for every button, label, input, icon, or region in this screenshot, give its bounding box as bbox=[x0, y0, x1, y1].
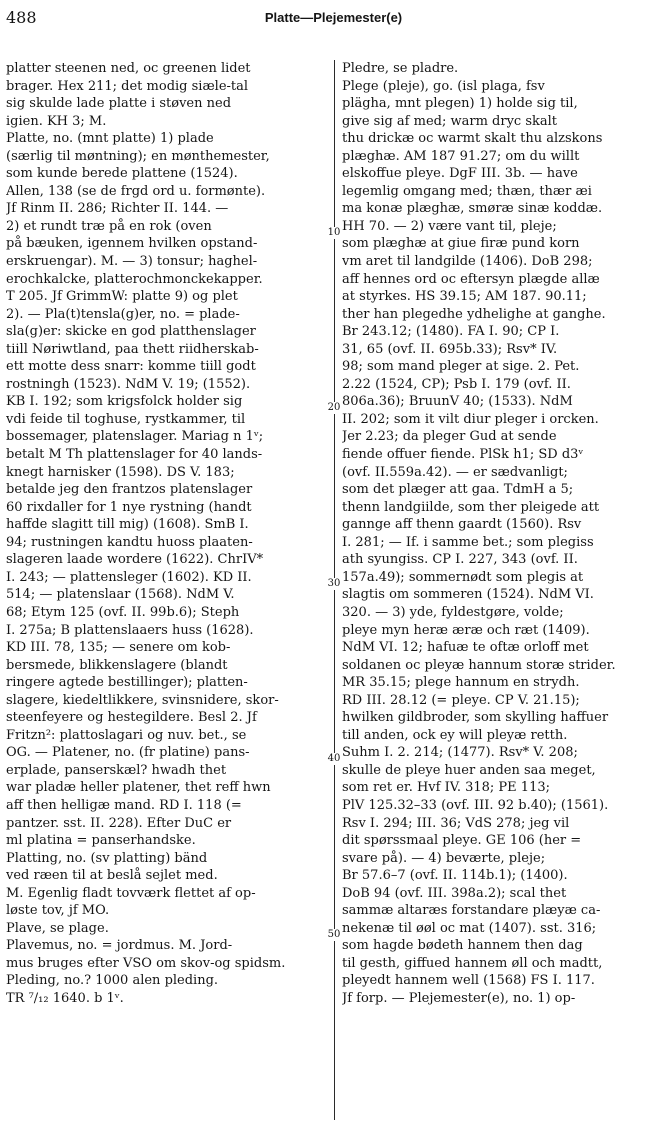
left-column-line: I. 243; — plattensleger (1602). KD II. bbox=[6, 569, 252, 585]
right-column-line: dit spørssmaal pleye. GE 106 (her = bbox=[342, 833, 582, 849]
right-column-line: som plæghæ at giue firæ pund korn bbox=[342, 236, 580, 252]
right-column-line: Pledre, se pladre. bbox=[342, 61, 459, 76]
right-column-line: 157a.49); sommernødt som plegis at bbox=[342, 569, 584, 585]
page-number: 488 bbox=[6, 8, 37, 27]
line-marker-30: 30 bbox=[327, 578, 341, 589]
left-column-line: 514; — platenslaar (1568). NdM V. bbox=[6, 587, 235, 603]
left-column-line: ett motte dess snarr: komme tiill godt bbox=[6, 359, 256, 375]
left-column-line: steenfeyere og hestegildere. Besl 2. Jf bbox=[6, 710, 257, 726]
left-column-line: Platte, no. (mnt platte) 1) plade bbox=[6, 131, 214, 147]
left-column-line: på bæuken, igennem hvilken opstand- bbox=[6, 236, 258, 252]
right-column-line: thenn landgiilde, som ther pleigede att bbox=[342, 499, 600, 515]
right-column-line: aff hennes ord oc eftersyn plægde allæ bbox=[342, 271, 600, 287]
right-column-line: plæghæ. AM 187 91.27; om du willt bbox=[342, 148, 580, 164]
right-column-line: elskoffue pleye. DgF III. 3b. — have bbox=[342, 166, 578, 182]
left-column-line: sig skulde lade platte i støven ned bbox=[6, 96, 232, 112]
left-column-line: mus bruges efter VSO om skov-og spidsm. bbox=[6, 955, 286, 971]
left-column-line: 94; rustningen kandtu huoss plaaten- bbox=[6, 534, 253, 550]
right-column-line: Br 57.6–7 (ovf. II. 114b.1); (1400). bbox=[342, 868, 568, 884]
page-header bbox=[6, 8, 661, 30]
left-column-line: sla(g)er: skicke en god platthenslager bbox=[6, 324, 256, 340]
left-column-line: Platting, no. (sv platting) bänd bbox=[6, 850, 208, 866]
left-column-line: TR ⁷/₁₂ 1640. b 1ᵛ. bbox=[6, 990, 124, 1006]
left-column-line: Plavemus, no. = jordmus. M. Jord- bbox=[6, 938, 233, 954]
left-column-line: 2). — Pla(t)tensla(g)er, no. = plade- bbox=[6, 306, 240, 322]
left-column-line: tiill Nøriwtland, paa thett riidherskab- bbox=[6, 341, 259, 357]
left-column bbox=[6, 60, 326, 1008]
right-column-line: pleye myn heræ æræ och ræt (1409). bbox=[342, 622, 590, 638]
left-column-line: T 205. Jf GrimmW: platte 9) og plet bbox=[6, 289, 238, 305]
right-column-line: ma konæ plæghæ, smøræ sinæ koddæ. bbox=[342, 201, 603, 217]
right-column-line: Plege (pleje), go. (isl plaga, fsv bbox=[342, 78, 545, 94]
right-column-line: give sig af med; warm dryc skalt bbox=[342, 113, 558, 129]
left-column-line: 60 rixdaller for 1 nye rystning (handt bbox=[6, 499, 252, 515]
running-title: Platte—Plejemester(e) bbox=[264, 10, 403, 25]
left-column-line: Allen, 138 (se de frgd ord u. formønte). bbox=[6, 183, 266, 199]
right-column-line: som det plæger att gaa. TdmH a 5; bbox=[342, 482, 574, 498]
right-column-line: slagtis om sommeren (1524). NdM VI. bbox=[342, 587, 594, 603]
left-column-line: erskruengar). M. — 3) tonsur; haghel- bbox=[6, 254, 258, 270]
line-marker-10: 10 bbox=[327, 227, 341, 238]
left-column-line: ved ræen til at beslå sejlet med. bbox=[6, 868, 218, 884]
left-column-line: Plave, se plage. bbox=[6, 920, 109, 936]
left-column-line: war pladæ heller platener, thet reff hwn bbox=[6, 780, 271, 796]
right-column-line: soldanen oc pleyæ hannum storæ strider. bbox=[342, 657, 616, 673]
left-column-line: M. Egenlig fladt tovværk flettet af op- bbox=[6, 885, 256, 901]
left-column-line: erplade, panserskæl? hwadh thet bbox=[6, 762, 227, 778]
right-column bbox=[342, 60, 664, 1008]
right-column-line: plägha, mnt plegen) 1) holde sig til, bbox=[342, 96, 578, 112]
right-column-line: (ovf. II.559a.42). — er sædvanligt; bbox=[342, 464, 568, 480]
left-column-line: platter steenen ned, oc greenen lidet bbox=[6, 61, 251, 76]
right-column-line: II. 202; som it vilt diur pleger i orcken. bbox=[342, 411, 599, 427]
right-column-line: 806a.36); BruunV 40; (1533). NdM bbox=[342, 394, 573, 410]
column-divider bbox=[334, 60, 335, 1120]
right-column-line: skulle de pleye huer anden saa meget, bbox=[342, 762, 596, 778]
right-column-line: 320. — 3) yde, fyldestgøre, volde; bbox=[342, 604, 564, 620]
left-column-line: brager. Hex 211; det modig siæle-tal bbox=[6, 78, 249, 94]
left-column-line: (særlig til møntning); en mønthemester, bbox=[6, 148, 270, 164]
right-column-line: Suhm I. 2. 214; (1477). Rsv* V. 208; bbox=[342, 745, 578, 761]
left-column-line: ml platina = panserhandske. bbox=[6, 833, 196, 849]
right-column-line: thu drickæ oc warmt skalt thu alzskons bbox=[342, 131, 603, 147]
left-column-line: aff then helligæ mand. RD I. 118 (= bbox=[6, 797, 242, 813]
right-column-line: at styrkes. HS 39.15; AM 187. 90.11; bbox=[342, 289, 587, 305]
line-marker-40: 40 bbox=[327, 753, 341, 764]
line-marker-20: 20 bbox=[327, 402, 341, 413]
left-column-line: pantzer. sst. II. 228). Efter DuC er bbox=[6, 815, 232, 831]
left-column-line: Jf Rinm II. 286; Richter II. 144. — bbox=[6, 201, 229, 217]
right-column-line: PlV 125.32–33 (ovf. III. 92 b.40); (1561). bbox=[342, 797, 609, 813]
right-column-line: Jf forp. — Plejemester(e), no. 1) op- bbox=[342, 990, 576, 1006]
left-column-line: OG. — Platener, no. (fr platine) pans- bbox=[6, 745, 250, 761]
left-column-line: Pleding, no.? 1000 alen pleding. bbox=[6, 973, 219, 989]
left-column-line: slagere, kiedeltlikkere, svinsnidere, skor- bbox=[6, 692, 279, 708]
left-column-line: betalde jeg den frantzos platenslager bbox=[6, 482, 253, 498]
right-column-line: som hagde bødeth hannem then dag bbox=[342, 938, 583, 954]
left-column-line: 2) et rundt træ på en rok (oven bbox=[6, 218, 212, 234]
right-column-line: som ret er. Hvf IV. 318; PE 113; bbox=[342, 780, 550, 796]
left-column-line: 68; Etym 125 (ovf. II. 99b.6); Steph bbox=[6, 604, 240, 620]
left-column-line: som kunde berede plattene (1524). bbox=[6, 166, 238, 182]
right-column-line: MR 35.15; plege hannum en strydh. bbox=[342, 675, 580, 691]
right-column-line: ther han plegedhe ydhelighe at ganghe. bbox=[342, 306, 606, 322]
left-column-line: slageren laade wordere (1622). ChrIV* bbox=[6, 552, 264, 568]
right-column-line: HH 70. — 2) være vant til, pleje; bbox=[342, 218, 557, 234]
left-column-line: rostningh (1523). NdM V. 19; (1552). bbox=[6, 376, 251, 392]
left-column-line: løste tov, jf MO. bbox=[6, 903, 110, 919]
right-column-line: I. 281; — If. i samme bet.; som plegiss bbox=[342, 534, 594, 550]
left-column-line: betalt M Th plattenslager for 40 lands- bbox=[6, 447, 263, 463]
left-column-line: I. 275a; B plattenslaaers huss (1628). bbox=[6, 622, 254, 638]
left-column-line: KD III. 78, 135; — senere om kob- bbox=[6, 640, 231, 656]
left-column-line: KB I. 192; som krigsfolck holder sig bbox=[6, 394, 243, 410]
right-column-line: DoB 94 (ovf. III. 398a.2); scal thet bbox=[342, 885, 567, 901]
right-column-line: sammæ altaræs forstandare plæyæ ca- bbox=[342, 903, 601, 919]
right-column-line: 98; som mand pleger at sige. 2. Pet. bbox=[342, 359, 580, 375]
right-column-line: Jer 2.23; da pleger Gud at sende bbox=[342, 429, 557, 445]
right-column-line: vm aret til landgilde (1406). DoB 298; bbox=[342, 254, 593, 270]
right-column-line: gannge aff thenn gaardt (1560). Rsv bbox=[342, 517, 582, 533]
right-column-line: legemlig omgang med; thæn, thær æi bbox=[342, 183, 592, 199]
right-column-line: hwilken gildbroder, som skylling haffuer bbox=[342, 710, 609, 726]
left-column-line: haffde slagitt till mig) (1608). SmB I. bbox=[6, 517, 249, 533]
left-column-line: igien. KH 3; M. bbox=[6, 113, 107, 129]
right-column-line: til gesth, giffued hannem øll och madtt, bbox=[342, 955, 603, 971]
right-column-line: pleyedt hannem well (1568) FS I. 117. bbox=[342, 973, 595, 989]
right-column-line: svare på). — 4) beværte, pleje; bbox=[342, 850, 546, 866]
right-column-line: Rsv I. 294; III. 36; VdS 278; jeg vil bbox=[342, 815, 570, 831]
left-column-line: bossemager, platenslager. Mariag n 1ᵛ; bbox=[6, 429, 264, 445]
right-column-line: 2.22 (1524, CP); Psb I. 179 (ovf. II. bbox=[342, 376, 571, 392]
left-column-line: Fritzn²: plattoslagari og nuv. bet., se bbox=[6, 727, 247, 743]
left-column-line: erochkalcke, platterochmonckekapper. bbox=[6, 271, 263, 287]
right-column-line: nekenæ til øøl oc mat (1407). sst. 316; bbox=[342, 920, 597, 936]
right-column-line: RD III. 28.12 (= pleye. CP V. 21.15); bbox=[342, 692, 580, 708]
right-column-line: Br 243.12; (1480). FA I. 90; CP I. bbox=[342, 324, 560, 340]
left-column-line: vdi feide til toghuse, rystkammer, til bbox=[6, 411, 246, 427]
line-marker-50: 50 bbox=[327, 929, 341, 940]
right-column-line: 31, 65 (ovf. II. 695b.33); Rsv* IV. bbox=[342, 341, 558, 357]
right-column-line: till anden, ock ey will pleyæ retth. bbox=[342, 727, 568, 743]
right-column-line: fiende offuer fiende. PlSk h1; SD d3ᵛ bbox=[342, 447, 584, 463]
left-column-line: bersmede, blikkenslagere (blandt bbox=[6, 657, 228, 673]
left-column-line: ringere agtede bestillinger); platten- bbox=[6, 675, 248, 691]
right-column-line: NdM VI. 12; hafuæ te oftæ orloff met bbox=[342, 640, 589, 656]
right-column-line: ath syungiss. CP I. 227, 343 (ovf. II. bbox=[342, 552, 578, 568]
left-column-line: knegt harnisker (1598). DS V. 183; bbox=[6, 464, 235, 480]
